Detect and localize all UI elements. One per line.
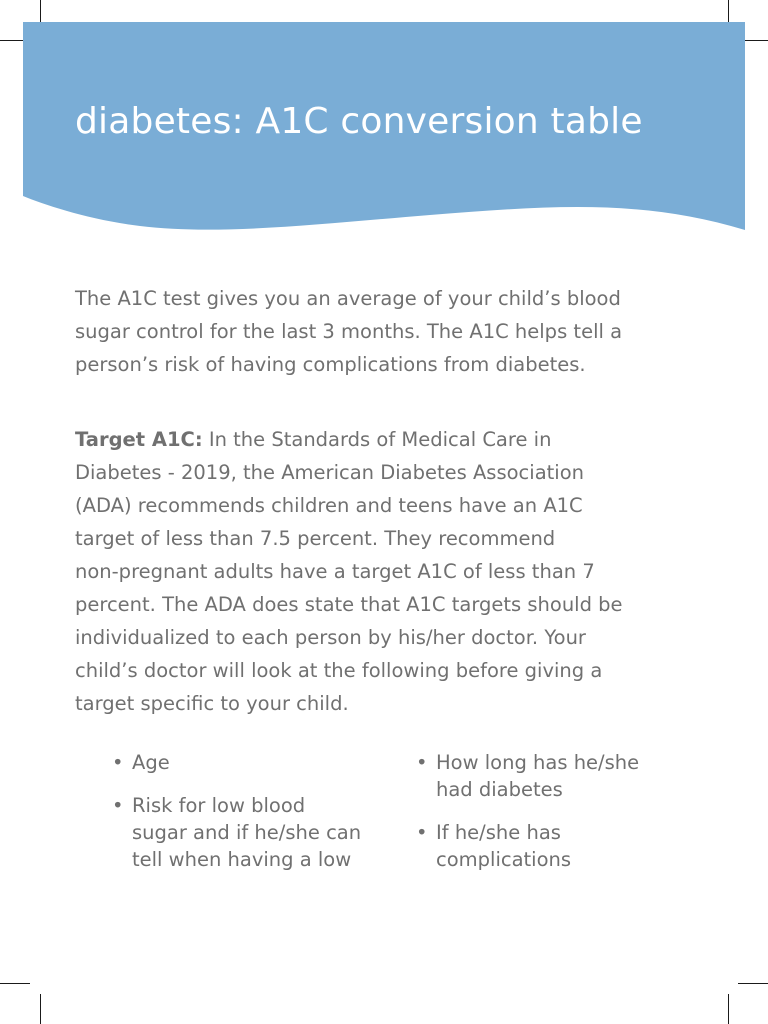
list-item-text: had diabetes: [436, 778, 563, 801]
paragraph-line: (ADA) recommends children and teens have an A1C: [75, 494, 583, 517]
factors-list-left: [112, 749, 361, 889]
list-item: [416, 819, 639, 873]
list-item: [416, 749, 639, 803]
target-a1c-label: Target A1C:: [75, 428, 203, 451]
bullet-icon: •: [416, 821, 428, 844]
paragraph-text: In the Standards of Medical Care in: [202, 428, 552, 451]
paragraph-line: target specific to your child.: [75, 692, 349, 715]
crop-mark: [728, 994, 729, 1024]
paragraph-line: individualized to each person by his/her doctor. Your: [75, 626, 586, 649]
list-item: [112, 749, 361, 776]
target-a1c-paragraph: [75, 423, 705, 720]
paragraph-line: child’s doctor will look at the following before giving a: [75, 659, 603, 682]
paragraph-line: target of less than 7.5 percent. They recommend: [75, 527, 556, 550]
list-item-text: complications: [436, 848, 572, 871]
paragraph-line: [75, 423, 705, 456]
list-item-text: If he/she has: [436, 821, 561, 844]
crop-mark: [0, 983, 30, 984]
paragraph-line: person’s risk of having complications from diabetes.: [75, 353, 586, 376]
paragraph-line: percent. The ADA does state that A1C targets should be: [75, 593, 623, 616]
paragraph-line: sugar control for the last 3 months. The A1C helps tell a: [75, 320, 623, 343]
list-item-text: tell when having a low: [132, 848, 352, 871]
list-item-text: How long has he/she: [436, 751, 640, 774]
factors-list-right: [416, 749, 639, 889]
bullet-icon: •: [416, 751, 428, 774]
crop-mark: [738, 983, 768, 984]
bullet-icon: •: [112, 794, 124, 817]
bullet-icon: •: [112, 751, 124, 774]
list-item-text: Risk for low blood: [132, 794, 306, 817]
intro-paragraph: [75, 282, 705, 381]
list-item-text: Age: [132, 751, 170, 774]
list-item: [112, 792, 361, 873]
crop-mark: [40, 994, 41, 1024]
header-band: [0, 0, 768, 240]
paragraph-line: Diabetes - 2019, the American Diabetes Association: [75, 461, 584, 484]
page-title: diabetes: A1C conversion table: [75, 101, 643, 142]
paragraph-line: The A1C test gives you an average of your child’s blood: [75, 287, 621, 310]
paragraph-line: non-pregnant adults have a target A1C of less than 7: [75, 560, 595, 583]
list-item-text: sugar and if he/she can: [132, 821, 362, 844]
